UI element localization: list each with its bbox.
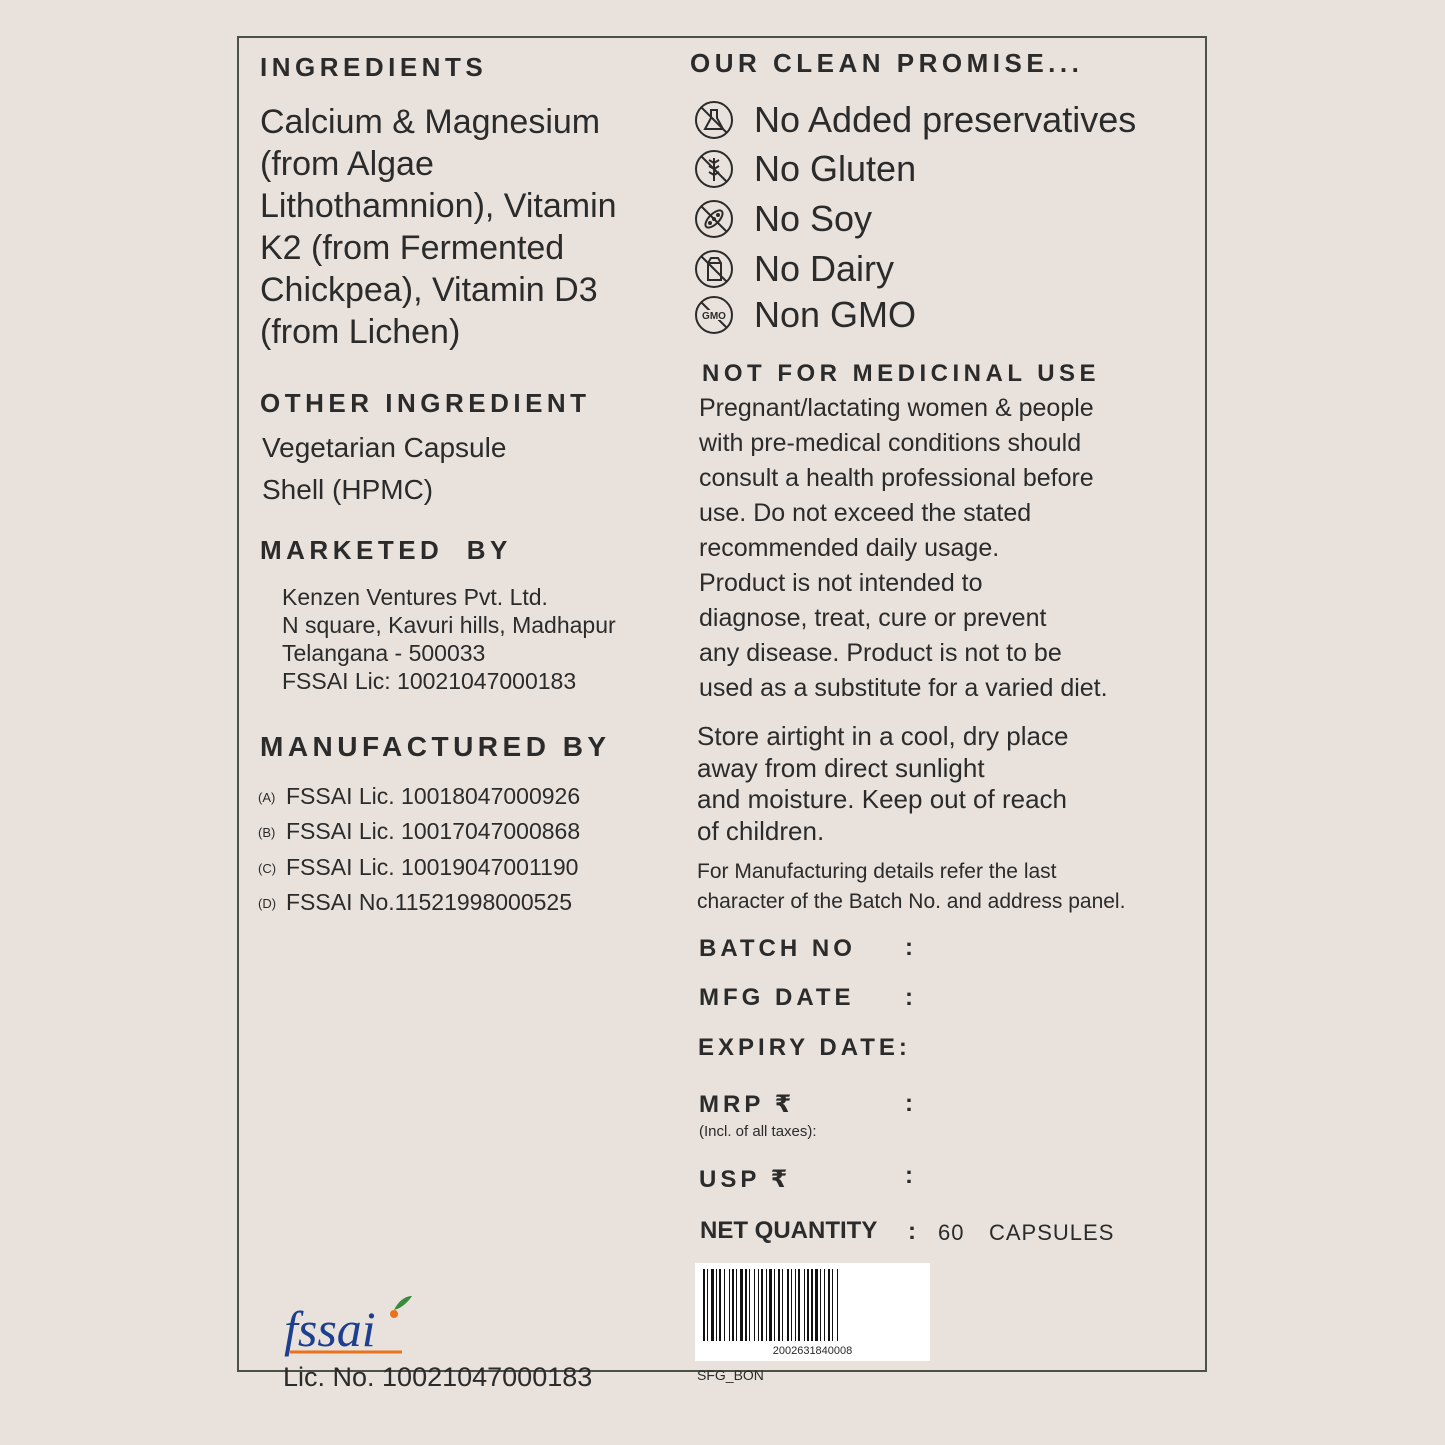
ingredients-line: (from Algae xyxy=(260,145,434,183)
other-ingredient-text xyxy=(262,427,642,511)
no-gluten-icon xyxy=(694,149,734,189)
net-quantity-unit: CAPSULES xyxy=(989,1220,1115,1245)
marketer-line: Kenzen Ventures Pvt. Ltd. xyxy=(282,584,548,610)
manufacturer-key: (A) xyxy=(258,790,276,806)
barcode-bar xyxy=(815,1269,818,1341)
barcode-bar xyxy=(703,1269,705,1341)
manufacturer-license: FSSAI Lic. 10017047000868 xyxy=(286,818,581,844)
other-ingredient-heading: OTHER INGREDIENT xyxy=(260,388,591,418)
ingredients-line: K2 (from Fermented xyxy=(260,229,565,267)
warning-text xyxy=(699,391,1169,706)
barcode-bar xyxy=(837,1269,838,1341)
promise-label: No Gluten xyxy=(754,148,917,189)
barcode-bar xyxy=(716,1269,717,1341)
net-quantity-label: NET QUANTITY xyxy=(700,1217,878,1244)
manufacturing-note xyxy=(697,857,1177,917)
not-medicinal-heading: NOT FOR MEDICINAL USE xyxy=(702,360,1101,387)
manufacturer-key: (C) xyxy=(258,861,277,877)
manufacturing-note-line: character of the Batch No. and address panel. xyxy=(697,890,1126,913)
manufacturer-key: (D) xyxy=(258,896,277,912)
manufacturer-license: FSSAI No.11521998000525 xyxy=(286,889,573,915)
barcode-bar xyxy=(782,1269,783,1341)
mfg-date-label: MFG DATE xyxy=(699,984,855,1011)
barcode-bar xyxy=(798,1269,800,1341)
manufacturer-license: FSSAI Lic. 10019047001190 xyxy=(286,854,579,880)
warning-line: used as a substitute for a varied diet. xyxy=(699,674,1108,702)
ingredients-line: Calcium & Magnesium xyxy=(260,103,601,141)
barcode-bar xyxy=(766,1269,767,1341)
fssai-logo xyxy=(282,1290,422,1360)
ingredients-heading: INGREDIENTS xyxy=(260,52,488,82)
barcode-bar xyxy=(749,1269,750,1341)
warning-line: recommended daily usage. xyxy=(699,534,1000,562)
mrp-colon: : xyxy=(905,1090,913,1117)
fssai-logo-text: fssai xyxy=(284,1301,376,1357)
manufacturer-row xyxy=(258,783,580,810)
barcode-bar xyxy=(729,1269,730,1341)
barcode-bar xyxy=(787,1269,789,1341)
ingredients-line: Chickpea), Vitamin D3 xyxy=(260,271,598,309)
ingredients-text xyxy=(260,101,660,353)
warning-line: Pregnant/lactating women & people xyxy=(699,394,1094,422)
batch-no-label: BATCH NO xyxy=(699,935,856,962)
storage-line: of children. xyxy=(697,815,825,846)
promise-item xyxy=(694,246,894,292)
warning-line: any disease. Product is not to be xyxy=(699,639,1062,667)
marketer-line: N square, Kavuri hills, Madhapur xyxy=(282,612,616,638)
barcode-number: 2002631840008 xyxy=(772,1345,853,1357)
barcode-bar xyxy=(824,1269,825,1341)
ingredients-line: (from Lichen) xyxy=(260,313,461,351)
usp-label: USP ₹ xyxy=(699,1166,792,1193)
marketer-line: Telangana - 500033 xyxy=(282,640,486,666)
barcode-bar xyxy=(795,1269,796,1341)
fssai-license: Lic. No. 10021047000183 xyxy=(283,1362,593,1392)
mrp-label: MRP ₹ xyxy=(699,1091,796,1118)
no-soy-icon xyxy=(694,199,734,239)
warning-line: consult a health professional before xyxy=(699,464,1094,492)
barcode-bar xyxy=(711,1269,714,1341)
barcode-bar xyxy=(820,1269,821,1341)
storage-instructions xyxy=(697,721,1167,847)
non-gmo-icon xyxy=(694,295,734,335)
barcode-bar xyxy=(740,1269,743,1341)
expiry-date-label: EXPIRY DATE: xyxy=(698,1034,911,1061)
mrp-tax-note: (Incl. of all taxes): xyxy=(699,1123,817,1140)
marketer-line: FSSAI Lic: 10021047000183 xyxy=(282,668,577,694)
barcode-bar xyxy=(745,1269,747,1341)
promise-label: No Dairy xyxy=(754,248,895,289)
barcode-bar xyxy=(804,1269,805,1341)
promise-item xyxy=(694,196,872,242)
barcode-bar xyxy=(719,1269,721,1341)
manufacturing-note-line: For Manufacturing details refer the last xyxy=(697,860,1057,883)
manufacturer-row xyxy=(258,889,572,916)
other-ingredient-line: Vegetarian Capsule xyxy=(262,432,507,463)
manufacturer-key: (B) xyxy=(258,825,276,841)
no-preservatives-icon xyxy=(694,100,734,140)
promise-item xyxy=(694,146,916,192)
barcode-bar xyxy=(811,1269,813,1341)
barcode-bar xyxy=(732,1269,734,1341)
manufacturer-license: FSSAI Lic. 10018047000926 xyxy=(286,783,581,809)
warning-line: Product is not intended to xyxy=(699,569,983,597)
storage-line: and moisture. Keep out of reach xyxy=(697,784,1068,814)
promise-label: No Soy xyxy=(754,198,873,239)
no-dairy-icon xyxy=(694,249,734,289)
barcode-bar xyxy=(761,1269,763,1341)
mfg-date-colon: : xyxy=(905,984,913,1011)
net-quantity-value: 60 xyxy=(938,1220,965,1245)
manufacturer-row xyxy=(258,818,580,845)
product-code: SFG_BON xyxy=(697,1367,764,1383)
barcode-bar xyxy=(736,1269,737,1341)
other-ingredient-line: Shell (HPMC) xyxy=(262,474,434,505)
promise-item xyxy=(694,97,1136,143)
barcode-bar xyxy=(791,1269,792,1341)
svg-text:GMO: GMO xyxy=(702,311,726,322)
barcode-bar xyxy=(754,1269,755,1341)
promise-label: Non GMO xyxy=(754,294,917,335)
barcode-bar xyxy=(778,1269,780,1341)
warning-line: use. Do not exceed the stated xyxy=(699,499,1032,527)
manufacturer-row xyxy=(258,854,578,881)
clean-promise-heading: OUR CLEAN PROMISE... xyxy=(690,48,1084,78)
barcode-bar xyxy=(758,1269,759,1341)
barcode-bar xyxy=(707,1269,708,1341)
promise-label: No Added preservatives xyxy=(754,99,1137,140)
barcode-bar xyxy=(774,1269,775,1341)
marketer-address xyxy=(282,583,662,695)
storage-line: Store airtight in a cool, dry place xyxy=(697,721,1069,751)
barcode-bar xyxy=(807,1269,809,1341)
barcode-bar xyxy=(832,1269,833,1341)
promise-item xyxy=(694,292,916,338)
warning-line: with pre-medical conditions should xyxy=(699,429,1082,457)
marketed-by-heading: MARKETED BY xyxy=(260,535,512,565)
barcode-bar xyxy=(828,1269,830,1341)
warning-line: diagnose, treat, cure or prevent xyxy=(699,604,1047,632)
barcode xyxy=(695,1263,930,1361)
barcode-bar xyxy=(769,1269,772,1341)
barcode-bar xyxy=(724,1269,725,1341)
batch-no-colon: : xyxy=(905,934,913,961)
usp-colon: : xyxy=(905,1162,913,1189)
storage-line: away from direct sunlight xyxy=(697,752,985,783)
ingredients-line: Lithothamnion), Vitamin xyxy=(260,187,617,225)
manufactured-by-heading: MANUFACTURED BY xyxy=(260,731,611,762)
net-quantity-colon: : xyxy=(908,1218,916,1245)
